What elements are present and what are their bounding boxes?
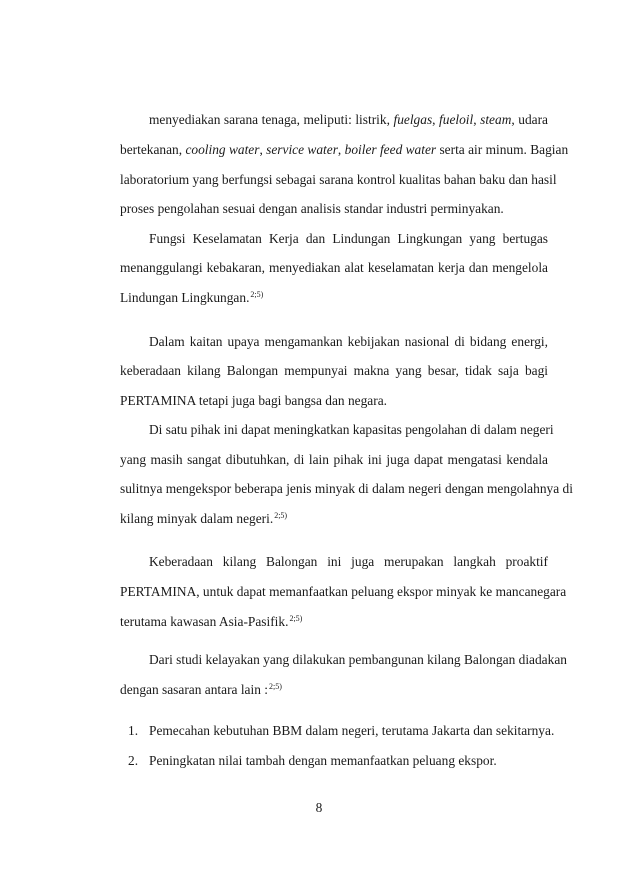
text-run: Dalam kaitan upaya mengamankan kebijakan nasional di bidang energi, [149,334,548,349]
text-run: proses pengolahan sesuai dengan analisis standar industri perminyakan. [120,201,504,216]
citation-reference: 2;5) [250,290,264,299]
text-line [149,554,548,570]
text-run: , udara [511,112,548,127]
citation-reference: 2;5) [274,511,288,520]
text-line [120,452,548,468]
page-number: 8 [315,800,323,815]
italic-term: fueloil [439,112,474,127]
text-run: kilang minyak dalam negeri. [120,511,274,526]
italic-term: steam [480,112,512,127]
text-run: laboratorium yang berfungsi sebagai sarana kontrol kualitas bahan baku dan hasil [120,172,557,187]
text-run: menyediakan sarana tenaga, meliputi: listrik, [149,112,394,127]
text-line [120,172,557,188]
text-run: dengan sasaran antara lain : [120,682,268,697]
list-item-text: Peningkatan nilai tambah dengan memanfaatkan peluang ekspor. [149,753,497,768]
text-line [149,231,548,247]
italic-term: fuelgas [393,112,433,127]
italic-term: service water [266,142,338,157]
list-item-number: 2. [128,753,139,768]
text-line [120,511,548,527]
citation-reference: 2;5) [289,614,303,623]
text-line [120,363,548,379]
text-run: , [473,112,481,127]
list-item-text: Pemecahan kebutuhan BBM dalam negeri, terutama Jakarta dan sekitarnya. [149,723,555,738]
text-run: menanggulangi kebakaran, menyediakan alat keselamatan kerja dan mengelola [120,260,548,275]
text-run: terutama kawasan Asia-Pasifik. [120,614,289,629]
text-line [120,260,548,276]
text-run: PERTAMINA, untuk dapat memanfaatkan peluang ekspor minyak ke mancanegara [120,584,567,599]
text-run: , [432,112,440,127]
text-line [120,393,548,409]
text-run: sulitnya mengekspor beberapa jenis minyak di dalam negeri dengan mengolahnya di [120,481,573,496]
text-run: Dari studi kelayakan yang dilakukan pembangunan kilang Balongan diadakan [149,652,567,667]
text-run: , [337,142,345,157]
text-run: Fungsi Keselamatan Kerja dan Lindungan Lingkungan yang bertugas [149,231,548,246]
text-run: , [259,142,267,157]
text-line [149,652,567,668]
text-run: Di satu pihak ini dapat meningkatkan kapasitas pengolahan di dalam negeri [149,422,554,437]
text-line [149,112,548,128]
list-item-number: 1. [128,723,139,738]
text-run: keberadaan kilang Balongan mempunyai makna yang besar, tidak saja bagi [120,363,548,378]
text-run: serta air minum. Bagian [436,142,569,157]
text-run: yang masih sangat dibutuhkan, di lain pihak ini juga dapat mengatasi kendala [120,452,548,467]
text-line [120,201,548,217]
citation-reference: 2;5) [268,682,282,691]
text-line [149,422,554,438]
text-run: Keberadaan kilang Balongan ini juga merupakan langkah proaktif [149,554,548,569]
text-run: Lindungan Lingkungan. [120,290,250,305]
text-line [120,614,548,630]
text-run: bertekanan, [120,142,186,157]
text-line [120,481,573,497]
text-line [149,334,548,350]
text-line [120,682,548,698]
text-line [120,584,567,600]
text-line [120,290,548,306]
italic-term: cooling water [185,142,260,157]
text-run: PERTAMINA tetapi juga bagi bangsa dan negara. [120,393,387,408]
italic-term: boiler feed water [344,142,437,157]
text-line [120,142,569,158]
